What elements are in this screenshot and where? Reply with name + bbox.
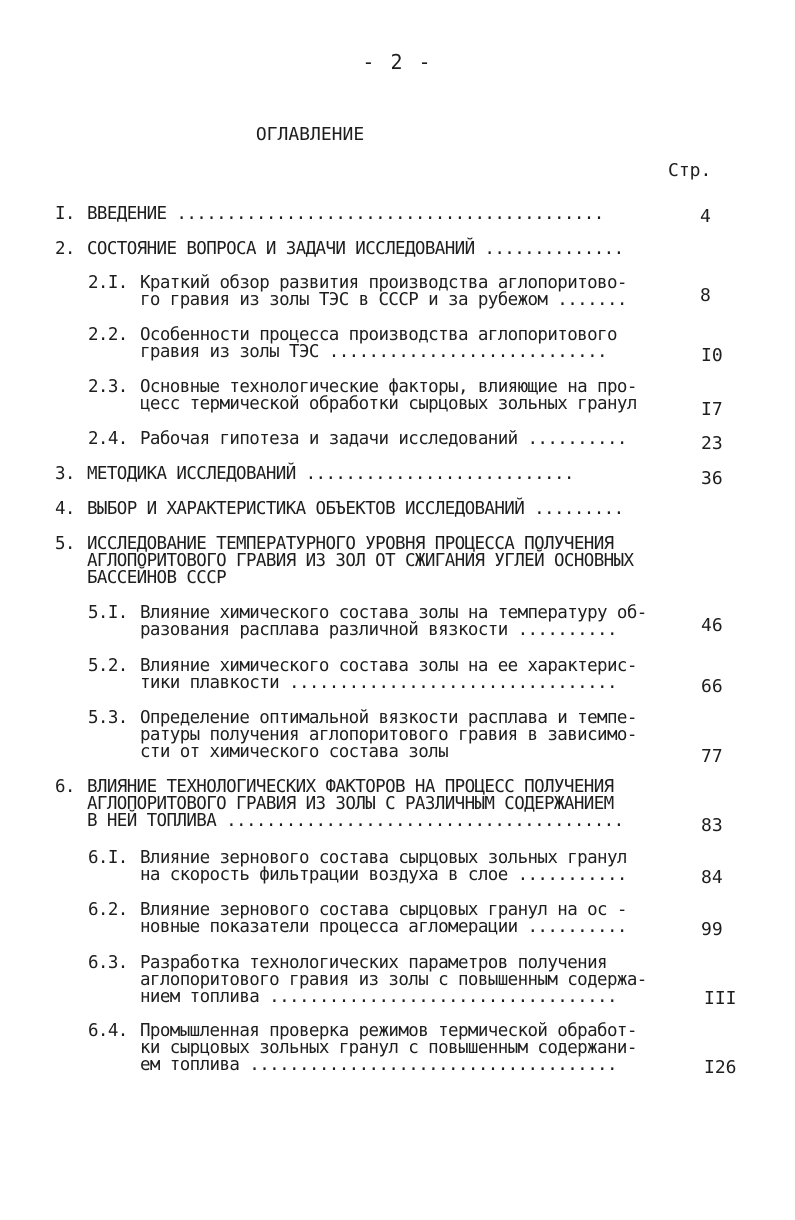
toc-entry-line: аглопоритового гравия из золы с повышенным содержа- <box>140 970 647 990</box>
toc-entry-number: 4. <box>55 499 75 519</box>
toc-entry-number: 6.3. <box>88 953 128 973</box>
toc-entry-number: I. <box>55 204 75 224</box>
toc-entry-line: ВЛИЯНИЕ ТЕХНОЛОГИЧЕСКИХ ФАКТОРОВ НА ПРОЦЕСС ПОЛУЧЕНИЯ <box>87 777 614 797</box>
toc-entry-text <box>87 466 574 483</box>
toc-entry-text <box>140 955 647 1006</box>
toc-entry-number: 2.I. <box>88 273 128 293</box>
toc-entry-number: 5. <box>55 534 75 554</box>
toc-entry-line: Определение оптимальной вязкости расплава и темпе- <box>140 708 637 728</box>
toc-entry-line: БАССЕЙНОВ СССР <box>87 568 227 588</box>
toc-entry-line: ИССЛЕДОВАНИЕ ТЕМПЕРАТУРНОГО УРОВНЯ ПРОЦЕССА ПОЛУЧЕНИЯ <box>87 534 614 554</box>
toc-entry-line: новные показатели процесса агломерации .......... <box>140 917 627 937</box>
toc-entry-line: ВЫБОР И ХАРАКТЕРИСТИКА ОБЪЕКТОВ ИССЛЕДОВАНИЙ ......... <box>87 499 624 519</box>
toc-entry-page: III <box>704 988 737 1009</box>
toc-entry-page: 84 <box>701 867 723 888</box>
toc-entry-line: Особенности процесса производства аглопоритового <box>140 325 617 345</box>
toc-entry-line: ВВЕДЕНИЕ ........................................... <box>87 204 604 224</box>
toc-entry-page: 66 <box>701 676 723 697</box>
toc-entry-page: 83 <box>701 815 723 836</box>
toc-entry-line: Основные технологические факторы, влияющие на про- <box>140 377 637 397</box>
toc-entry-line: Рабочая гипотеза и задачи исследований .......... <box>140 429 627 449</box>
toc-entry-number: 5.2. <box>88 656 128 676</box>
toc-entry-line: МЕТОДИКА ИССЛЕДОВАНИЙ ........................... <box>87 464 574 484</box>
toc-entry-number: 3. <box>55 464 75 484</box>
toc-entry-text <box>87 501 624 518</box>
toc-entry-line: цесс термической обработки сырцовых зольных гранул <box>140 394 637 414</box>
toc-entry-number: 6.4. <box>88 1021 128 1041</box>
toc-entry-line: Разработка технологических параметров получения <box>140 953 607 973</box>
toc-entry-line: на скорость фильтрации воздуха в слое ........... <box>140 865 627 885</box>
toc-title: ОГЛАВЛЕНИЕ <box>255 124 365 145</box>
toc-entry-line: Влияние зернового состава сырцовых гранул на ос - <box>140 900 627 920</box>
toc-entry-text <box>140 710 637 761</box>
toc-entry-text <box>87 241 624 258</box>
toc-entry-line: ем топлива ..................................... <box>140 1055 617 1075</box>
toc-entry-text <box>140 379 637 413</box>
toc-entry-text <box>140 1023 637 1074</box>
toc-entry-text <box>140 902 627 936</box>
toc-entry-line: разования расплава различной вязкости .......... <box>140 620 617 640</box>
toc-entry-text <box>140 658 637 692</box>
toc-entry-number: 2.3. <box>88 377 128 397</box>
toc-entry-text <box>140 275 627 309</box>
toc-entry-line: Влияние химического состава золы на температуру об- <box>140 603 647 623</box>
toc-entry-line: сти от химического состава золы <box>140 742 449 762</box>
toc-entry-text <box>140 431 627 448</box>
toc-entry-line: го гравия из золы ТЭС в СССР и за рубежом ....... <box>140 290 627 310</box>
toc-entry-text <box>140 327 617 361</box>
toc-entry-page: 77 <box>701 746 723 767</box>
toc-entry-line: Влияние зернового состава сырцовых зольных гранул <box>140 848 627 868</box>
toc-entry-number: 5.I. <box>88 603 128 623</box>
toc-entry-line: Краткий обзор развития производства аглопоритово- <box>140 273 627 293</box>
toc-entry-page: 99 <box>701 919 723 940</box>
toc-entry-number: 6.2. <box>88 900 128 920</box>
toc-entry-number: 2.4. <box>88 429 128 449</box>
toc-entry-page: 36 <box>701 468 723 489</box>
toc-entry-text <box>87 779 624 830</box>
toc-entry-line: СОСТОЯНИЕ ВОПРОСА И ЗАДАЧИ ИССЛЕДОВАНИЙ .............. <box>87 239 624 259</box>
page-column-header: Стр. <box>668 160 712 181</box>
toc-entry-line: ратуры получения аглопоритового гравия в зависимо- <box>140 725 637 745</box>
toc-entry-page: 8 <box>700 285 711 306</box>
toc-entry-text <box>140 605 647 639</box>
toc-entry-line: Влияние химического состава золы на ее характерис- <box>140 656 637 676</box>
toc-entry-number: 6.I. <box>88 848 128 868</box>
toc-entry-page: I7 <box>701 399 723 420</box>
toc-entry-number: 6. <box>55 777 75 797</box>
toc-entry-number: 5.3. <box>88 708 128 728</box>
toc-entry-page: I0 <box>701 345 723 366</box>
toc-entry-line: ки сырцовых зольных гранул с повышенным содержани- <box>140 1038 637 1058</box>
toc-entry-line: В НЕЙ ТОПЛИВА ........................................ <box>87 811 624 831</box>
toc-entry-line: АГЛОПОРИТОВОГО ГРАВИЯ ИЗ ЗОЛ ОТ СЖИГАНИЯ УГЛЕЙ ОСНОВНЫХ <box>87 551 634 571</box>
toc-entry-line: гравия из золы ТЭС ............................ <box>140 342 607 362</box>
toc-entry-text <box>87 536 633 587</box>
toc-entry-line: тики плавкости ................................. <box>140 673 617 693</box>
page-number: - 2 - <box>362 50 433 74</box>
toc-entry-line: АГЛОПОРИТОВОГО ГРАВИЯ ИЗ ЗОЛЫ С РАЗЛИЧНЫМ СОДЕРЖАНИЕМ <box>87 794 614 814</box>
toc-entry-text <box>140 850 627 884</box>
toc-entry-line: нием топлива ................................... <box>140 987 617 1007</box>
toc-entry-number: 2. <box>55 239 75 259</box>
toc-entry-page: 46 <box>701 615 723 636</box>
toc-entry-page: 4 <box>700 206 711 227</box>
toc-entry-number: 2.2. <box>88 325 128 345</box>
toc-entry-page: I26 <box>704 1057 737 1078</box>
toc-entry-line: Промышленная проверка режимов термической обработ- <box>140 1021 637 1041</box>
toc-entry-page: 23 <box>701 433 723 454</box>
toc-entry-text <box>87 206 604 223</box>
